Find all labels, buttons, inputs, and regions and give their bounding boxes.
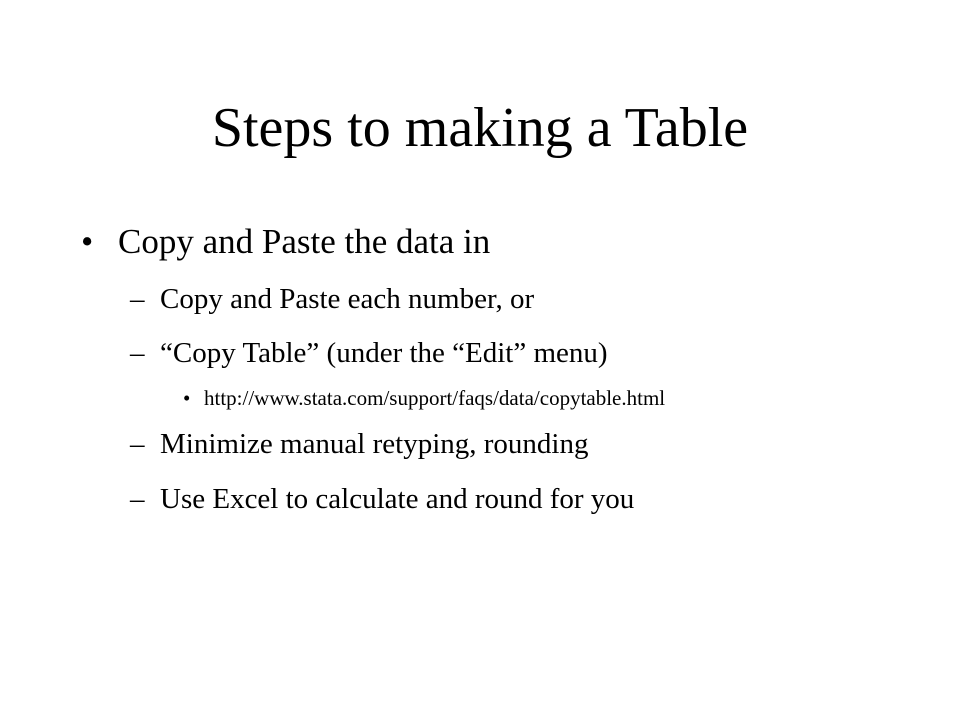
bullet-text: Copy and Paste the data in bbox=[118, 222, 491, 261]
sub-item-use-excel bbox=[130, 482, 635, 516]
sub-item-text: Copy and Paste each number, or bbox=[160, 283, 535, 315]
bullet-item-copy-paste-data bbox=[81, 222, 491, 262]
sub-item-text: Use Excel to calculate and round for you bbox=[160, 483, 635, 515]
bullet-marker: • bbox=[81, 222, 94, 261]
bullet-marker: • bbox=[183, 386, 191, 410]
sub-item-text: Minimize manual retyping, rounding bbox=[160, 428, 589, 460]
sub-sub-item-url bbox=[183, 385, 666, 411]
sub-item-text: “Copy Table” (under the “Edit” menu) bbox=[160, 337, 608, 369]
sub-item-minimize-retyping bbox=[130, 427, 589, 461]
dash-marker: – bbox=[130, 428, 145, 460]
sub-item-copy-table bbox=[130, 336, 608, 370]
dash-marker: – bbox=[130, 283, 145, 315]
url-text: http://www.stata.com/support/faqs/data/copytable.html bbox=[204, 386, 666, 410]
dash-marker: – bbox=[130, 337, 145, 369]
slide-title: Steps to making a Table bbox=[211, 97, 749, 159]
dash-marker: – bbox=[130, 483, 145, 515]
sub-item-copy-each-number bbox=[130, 282, 535, 316]
